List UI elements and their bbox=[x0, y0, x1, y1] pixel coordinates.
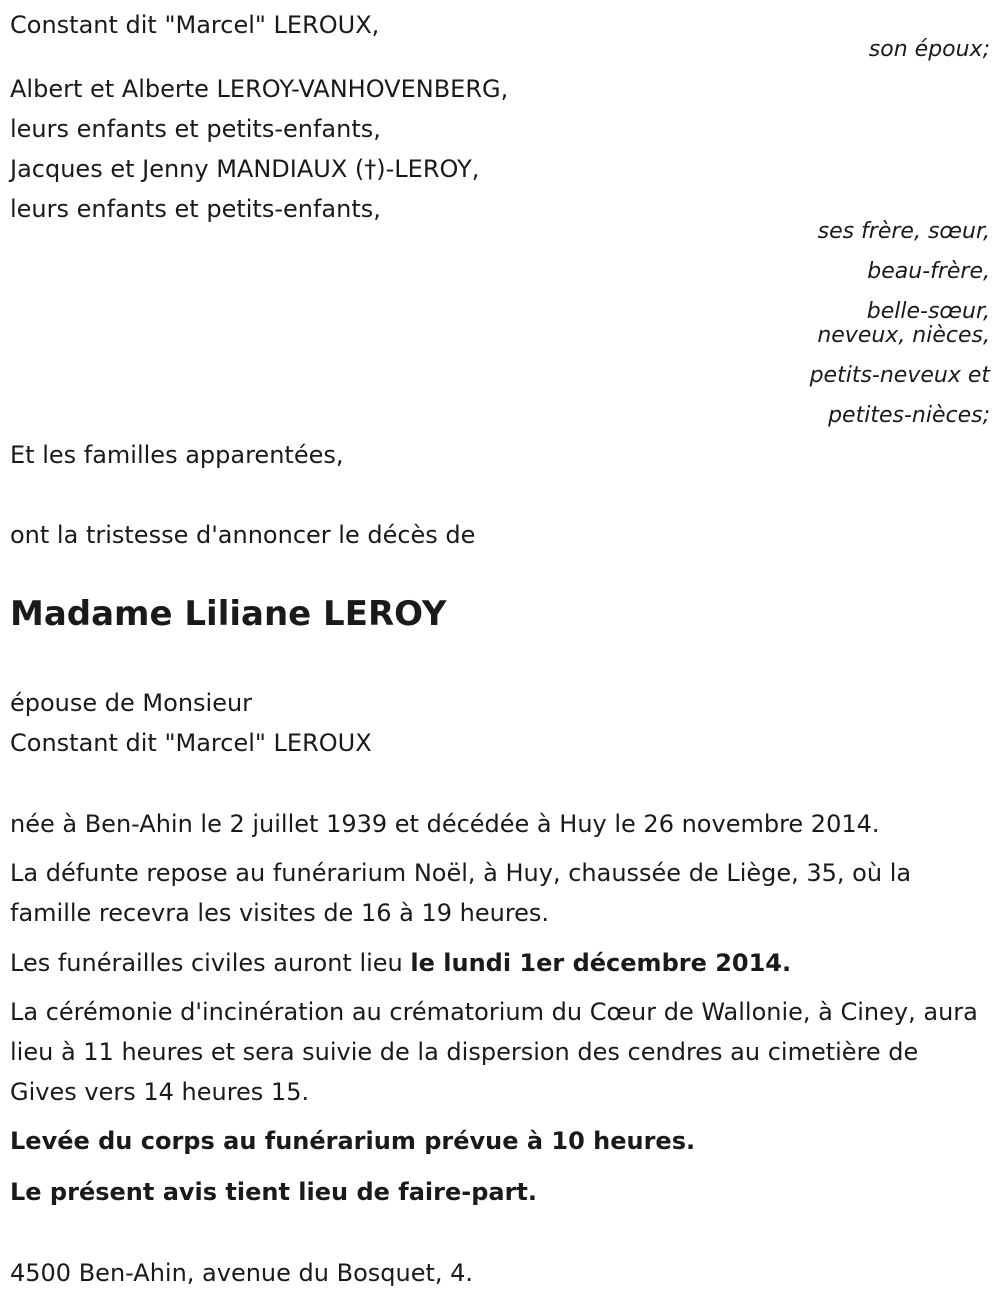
resting-place: La défunte repose au funérarium Noël, à Huy, chaussée de Liège, 35, où la famille recevra les visites de 16 à 19 heures. bbox=[10, 859, 912, 927]
role-line: belle-sœur, bbox=[866, 299, 990, 324]
funeral-prefix: Les funérailles civiles auront lieu bbox=[10, 949, 411, 977]
family-line-siblings-1: Albert et Alberte LEROY-VANHOVENBERG, bbox=[10, 75, 509, 103]
role-line: petites-nièces; bbox=[828, 403, 990, 428]
family-line-siblings-2: Jacques et Jenny MANDIAUX (†)-LEROY, bbox=[10, 155, 480, 183]
levee-info: Levée du corps au funérarium prévue à 10 heures. bbox=[10, 1127, 696, 1155]
deceased-name: Madame Liliane LEROY bbox=[10, 594, 447, 634]
role-line: ses frère, sœur, bbox=[817, 219, 990, 244]
family-line-spouse: Constant dit "Marcel" LEROUX, bbox=[10, 11, 380, 39]
spouse-line-2: Constant dit "Marcel" LEROUX bbox=[10, 729, 372, 757]
role-line: neveux, nièces, bbox=[817, 323, 990, 348]
announcement-intro: ont la tristesse d'annoncer le décès de bbox=[10, 521, 476, 549]
family-line-relatives: Et les familles apparentées, bbox=[10, 441, 344, 469]
family-line-children-1: leurs enfants et petits-enfants, bbox=[10, 115, 381, 143]
birth-death-dates: née à Ben-Ahin le 2 juillet 1939 et décédée à Huy le 26 novembre 2014. bbox=[10, 810, 880, 838]
funeral-info bbox=[10, 943, 990, 983]
ceremony-info: La cérémonie d'incinération au crématorium du Cœur de Wallonie, à Ciney, aura lieu à 11 heures et sera suivie de la dispersion des cendres au cimetière de Gives vers 14 heures 15. bbox=[10, 998, 978, 1106]
funeral-date: le lundi 1er décembre 2014. bbox=[410, 949, 792, 977]
spouse-line-1: épouse de Monsieur bbox=[10, 689, 253, 717]
family-line-children-2: leurs enfants et petits-enfants, bbox=[10, 195, 381, 223]
role-line: beau-frère, bbox=[867, 259, 990, 284]
notice-text: Le présent avis tient lieu de faire-part. bbox=[10, 1178, 538, 1206]
role-line: petits-neveux et bbox=[809, 363, 990, 388]
role-spouse: son époux; bbox=[868, 37, 990, 62]
address: 4500 Ben-Ahin, avenue du Bosquet, 4. bbox=[10, 1259, 474, 1287]
